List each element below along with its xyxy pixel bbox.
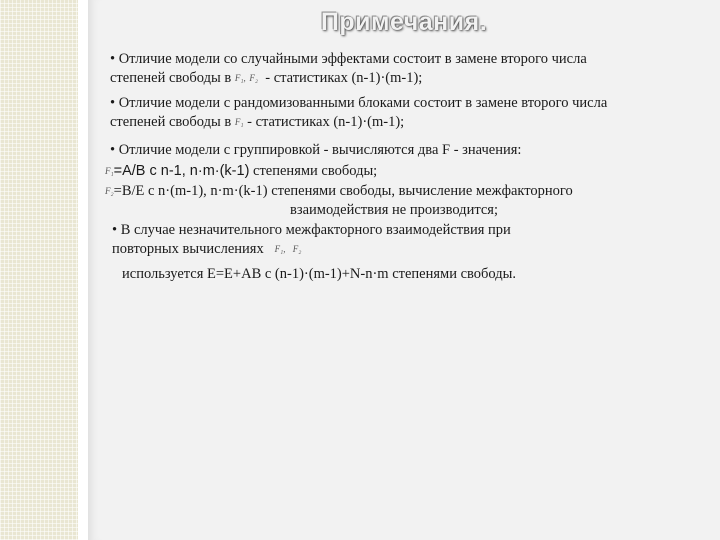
f2-formula-continuation-line xyxy=(105,201,683,220)
variable-separator: , xyxy=(243,73,246,83)
variable-f2: F₂ xyxy=(249,73,258,83)
note-grouping-line1: • Отличие модели с группировкой - вычисляются два F - значения: xyxy=(110,142,522,158)
note-random-effects-line2 xyxy=(110,69,688,88)
variable-f1: F₁ xyxy=(234,73,244,83)
note-random-effects-prefix: степеней свободы в xyxy=(110,70,232,86)
f1-formula-suffix: степенями свободы; xyxy=(253,163,378,179)
note-randomized-blocks-line1: • Отличие модели с рандомизованными блоками состоит в замене второго числа xyxy=(110,95,608,111)
note-random-effects-suffix: - статистиках (n-1)·(m-1); xyxy=(265,70,423,86)
variable-f1: F₁ xyxy=(234,117,244,127)
note-randomized-blocks-line2 xyxy=(110,113,688,132)
note-randomized-blocks-prefix: степеней свободы в xyxy=(110,114,232,130)
variable-f1: F₁ xyxy=(105,166,114,176)
note-insignificant-line2 xyxy=(112,240,690,259)
note-insignificant-prefix: повторных вычислениях xyxy=(112,241,264,257)
f1-formula: =A/B с n-1, n·m·(k-1) xyxy=(113,163,250,179)
variable-f2: F₂ xyxy=(105,186,114,196)
f2-formula-continuation: взаимодействия не производится; xyxy=(290,202,498,218)
variable-f1: F₁ xyxy=(274,244,284,254)
variable-separator: , xyxy=(283,244,286,254)
note-insignificant-line1: • В случае незначительного межфакторного взаимодействия при xyxy=(112,222,511,238)
f1-formula-line xyxy=(105,162,683,181)
usage-line: используется E=E+AB с (n-1)·(m-1)+N-n·m степенями свободы. xyxy=(122,266,516,282)
f2-formula-line xyxy=(105,182,683,201)
note-random-effects-line1: • Отличие модели со случайными эффектами состоит в замене второго числа xyxy=(110,51,587,67)
variable-f2: F₂ xyxy=(292,244,302,254)
note-randomized-blocks-suffix: - статистиках (n-1)·(m-1); xyxy=(247,114,405,130)
decorative-side-stripe xyxy=(0,0,78,540)
slide-title: Примечания. xyxy=(320,8,488,36)
f2-formula-text: =B/E с n·(m-1), n·m·(k-1) степенями свободы, вычисление межфакторного xyxy=(113,183,573,199)
